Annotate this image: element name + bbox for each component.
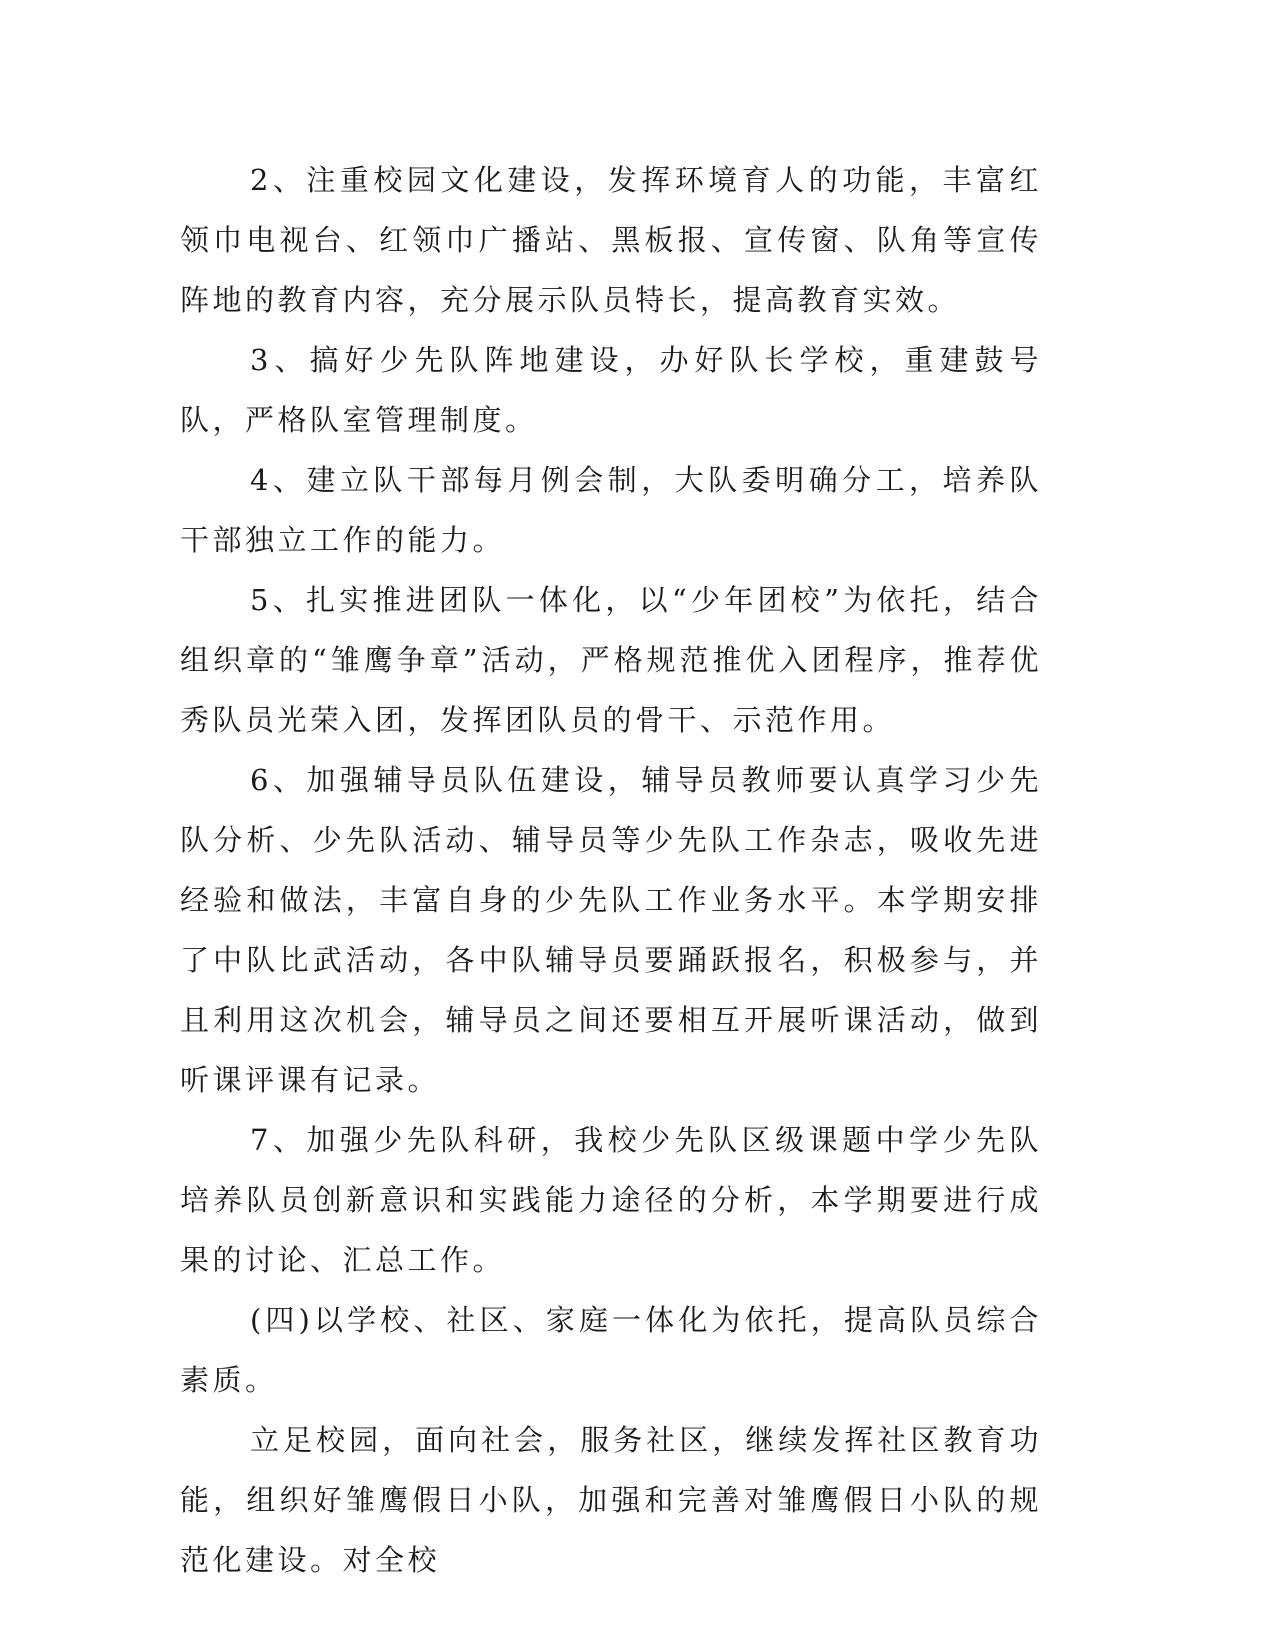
paragraph-item-6: 6、加强辅导员队伍建设，辅导员教师要认真学习少先队分析、少先队活动、辅导员等少先队工作杂志，吸收先进经验和做法，丰富自身的少先队工作业务水平。本学期安排了中队比武活动，各中队辅导员要踊跃报名，积极参与，并且利用这次机会，辅导员之间还要相互开展听课活动，做到听课评课有记录。 xyxy=(180,763,1042,1097)
document-page xyxy=(180,150,1042,1590)
paragraph-body-community: 立足校园，面向社会，服务社区，继续发挥社区教育功能，组织好雏鹰假日小队，加强和完善对雏鹰假日小队的规范化建设。对全校 xyxy=(180,1423,1042,1577)
paragraph-item-2: 2、注重校园文化建设，发挥环境育人的功能，丰富红领巾电视台、红领巾广播站、黑板报、宣传窗、队角等宣传阵地的教育内容，充分展示队员特长，提高教育实效。 xyxy=(180,163,1042,317)
section-heading-4: (四)以学校、社区、家庭一体化为依托，提高队员综合素质。 xyxy=(180,1303,1042,1397)
paragraph-item-5: 5、扎实推进团队一体化，以“少年团校”为依托，结合组织章的“雏鹰争章”活动，严格规范推优入团程序，推荐优秀队员光荣入团，发挥团队员的骨干、示范作用。 xyxy=(180,583,1042,737)
paragraph-item-7: 7、加强少先队科研，我校少先队区级课题中学少先队培养队员创新意识和实践能力途径的分析，本学期要进行成果的讨论、汇总工作。 xyxy=(180,1123,1042,1277)
paragraph-item-3: 3、搞好少先队阵地建设，办好队长学校，重建鼓号队，严格队室管理制度。 xyxy=(180,343,1042,437)
paragraph-item-4: 4、建立队干部每月例会制，大队委明确分工，培养队干部独立工作的能力。 xyxy=(180,463,1042,557)
